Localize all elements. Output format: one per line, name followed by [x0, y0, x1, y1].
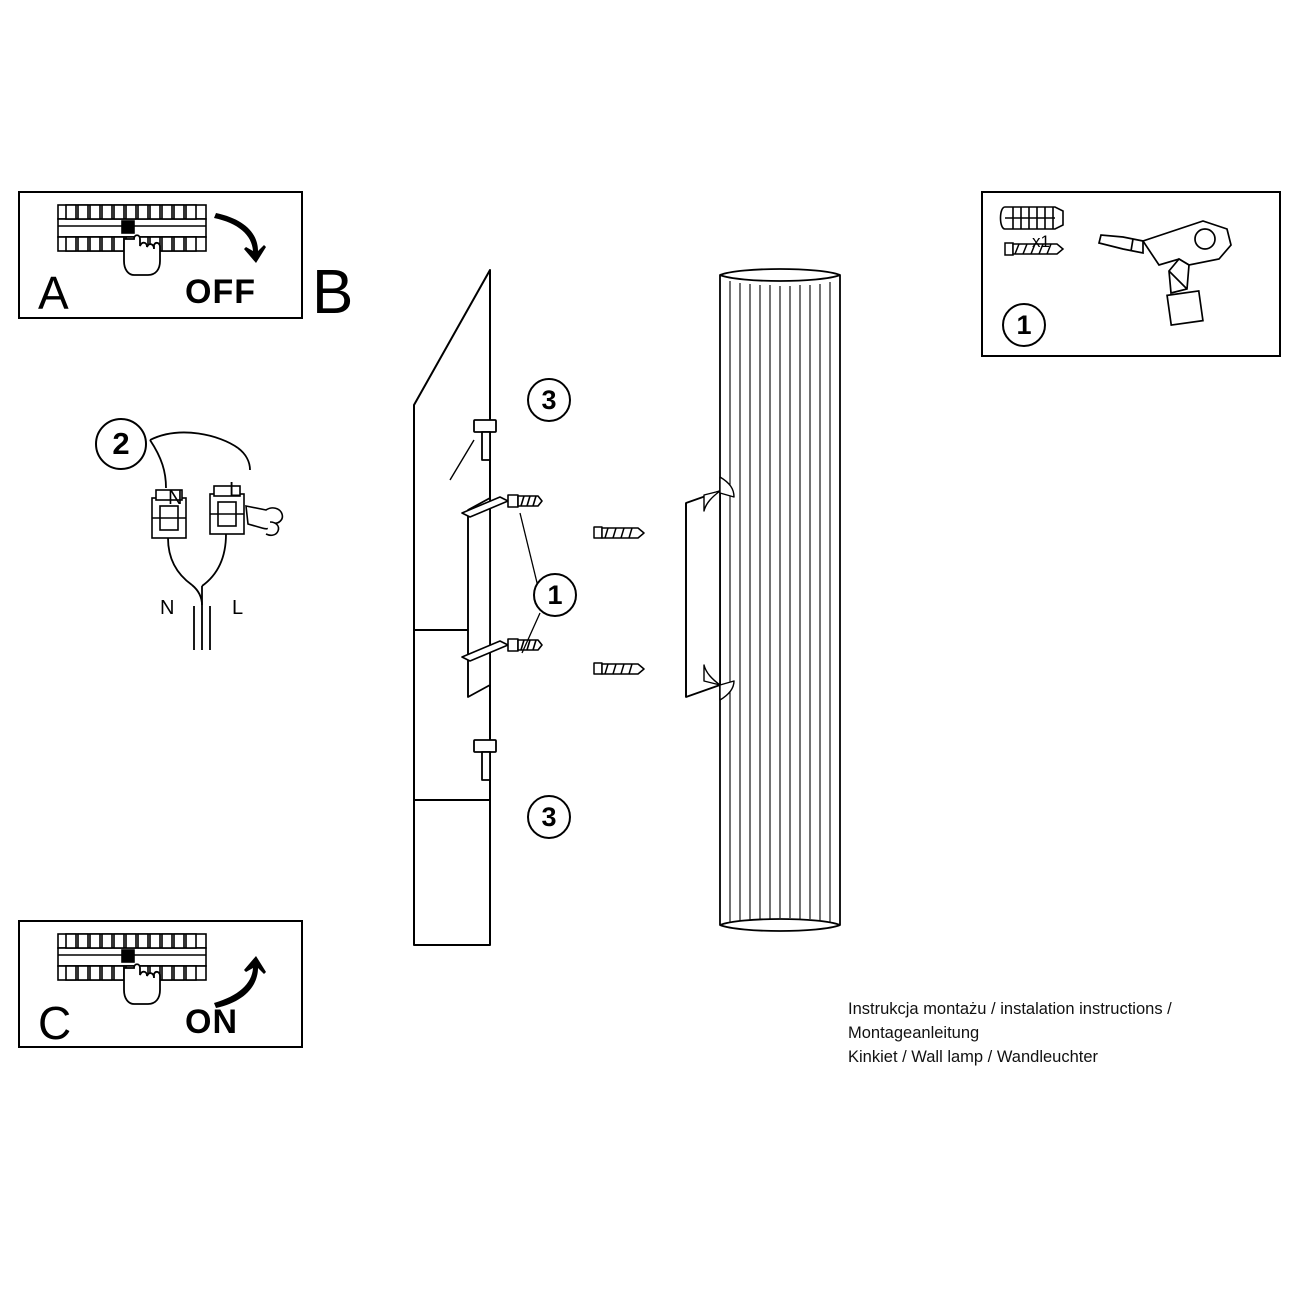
- panel-c-action-label: ON: [185, 1003, 238, 1041]
- panel-b-mounting-diagram: [390, 245, 920, 965]
- footer-line-1: Instrukcja montażu / instalation instructions / Montageanleitung: [848, 1000, 1172, 1042]
- parts-quantity-label: x1: [1032, 232, 1050, 251]
- callout-middle-1: 1: [533, 573, 577, 617]
- callout-bottom-3: 3: [527, 795, 571, 839]
- wiring-diagram-graphic: [120, 410, 340, 670]
- wiring-callout-2: 2: [95, 418, 147, 470]
- footer-block: [848, 998, 1288, 1070]
- panel-c-letter: C: [38, 997, 72, 1049]
- terminal-label-l-top: L: [229, 479, 241, 501]
- terminal-label-n-top: N: [168, 487, 183, 509]
- parts-callout-1: 1: [1002, 303, 1046, 347]
- panel-a-action-label: OFF: [185, 273, 256, 311]
- terminal-label-l-bottom: L: [232, 597, 244, 619]
- terminal-label-n-bottom: N: [160, 597, 175, 619]
- panel-a-letter: A: [38, 267, 69, 319]
- callout-top-3: 3: [527, 378, 571, 422]
- panel-b-letter: B: [312, 258, 354, 327]
- footer-line-2: Kinkiet / Wall lamp / Wandleuchter: [848, 1047, 1099, 1066]
